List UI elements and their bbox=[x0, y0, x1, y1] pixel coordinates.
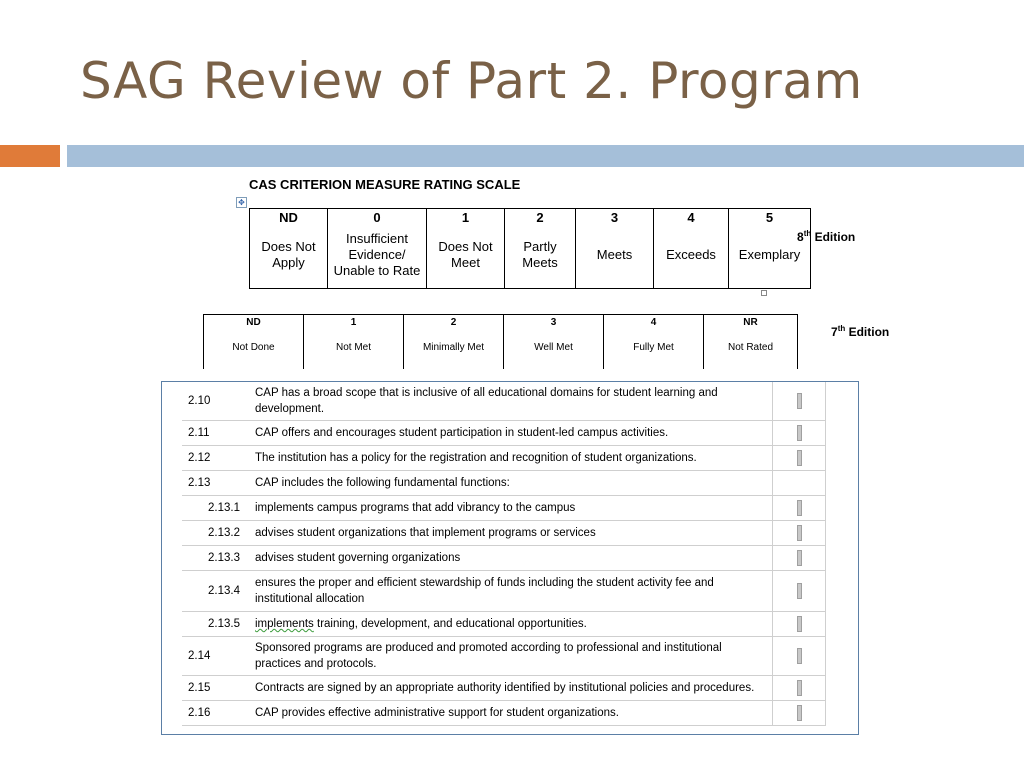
rating-input-box[interactable] bbox=[797, 525, 802, 541]
criteria-number: 2.13.5 bbox=[182, 612, 249, 637]
rating-label: Not Rated bbox=[727, 342, 774, 353]
rating-label: Partly Meets bbox=[522, 239, 558, 270]
rating-label: Does Not Apply bbox=[261, 239, 316, 270]
rating-scale-title: CAS CRITERION MEASURE RATING SCALE bbox=[249, 177, 521, 192]
table-move-handle-icon[interactable]: ✥ bbox=[236, 197, 247, 208]
criteria-text-cell bbox=[249, 701, 773, 726]
rating-scale-8th-cell bbox=[328, 209, 427, 289]
criteria-text-flagged: implements bbox=[255, 618, 314, 630]
rating-code: 2 bbox=[450, 317, 457, 328]
criteria-text-rest: training, development, and educational opportunities. bbox=[313, 618, 587, 630]
criteria-text: CAP includes the following fundamental functions: bbox=[255, 477, 510, 489]
rating-scale-8th-cell bbox=[729, 209, 811, 289]
rating-scale-7th-table bbox=[203, 314, 798, 369]
rating-code: 1 bbox=[350, 317, 357, 328]
criteria-row bbox=[182, 382, 826, 421]
rating-label: Fully Met bbox=[633, 342, 674, 353]
rating-scale-8th-cell bbox=[505, 209, 576, 289]
rating-label: Insufficient Evidence/ Unable to Rate bbox=[333, 231, 421, 278]
rating-scale-7th-cell bbox=[204, 315, 304, 370]
criteria-text: CAP offers and encourages student participation in student-led campus activities. bbox=[255, 427, 669, 439]
rating-label: Not Met bbox=[335, 342, 371, 353]
criteria-rating-cell[interactable] bbox=[773, 446, 826, 471]
rating-code: 3 bbox=[610, 210, 619, 225]
criteria-rating-cell[interactable] bbox=[773, 637, 826, 676]
edition-7th-label: 7th Edition bbox=[831, 324, 890, 339]
criteria-text: Sponsored programs are produced and promoted according to professional and institutional practices and protocols. bbox=[255, 642, 722, 670]
criteria-text: CAP has a broad scope that is inclusive of all educational domains for student learning and development. bbox=[255, 387, 718, 415]
criteria-rating-cell[interactable] bbox=[773, 382, 826, 421]
rating-code: ND bbox=[246, 317, 261, 328]
criteria-rating-cell[interactable] bbox=[773, 471, 826, 496]
criteria-number: 2.11 bbox=[182, 421, 249, 446]
criteria-row bbox=[182, 701, 826, 726]
criteria-rating-cell[interactable] bbox=[773, 496, 826, 521]
rating-input-box[interactable] bbox=[797, 680, 802, 696]
rating-scale-8th-table bbox=[249, 208, 811, 289]
criteria-number: 2.10 bbox=[182, 382, 249, 421]
rating-code: 2 bbox=[536, 210, 544, 225]
criteria-text-cell bbox=[249, 521, 773, 546]
criteria-row bbox=[182, 521, 826, 546]
criteria-number: 2.15 bbox=[182, 676, 249, 701]
rating-scale-7th-cell bbox=[604, 315, 704, 370]
criteria-number: 2.13 bbox=[182, 471, 249, 496]
rating-input-box[interactable] bbox=[797, 393, 802, 409]
rating-label: Exceeds bbox=[666, 247, 716, 262]
criteria-text: ensures the proper and efficient stewardship of funds including the student activity fee and institutional allocation bbox=[255, 577, 714, 605]
criteria-text-cell bbox=[249, 637, 773, 676]
rating-label: Does Not Meet bbox=[438, 239, 493, 270]
criteria-text: advises student organizations that implement programs or services bbox=[255, 527, 596, 539]
rating-input-box[interactable] bbox=[797, 583, 802, 599]
rating-input-box[interactable] bbox=[797, 550, 802, 566]
rating-input-box[interactable] bbox=[797, 450, 802, 466]
rating-label: Minimally Met bbox=[422, 342, 485, 353]
criteria-rating-cell[interactable] bbox=[773, 701, 826, 726]
criteria-row bbox=[182, 637, 826, 676]
accent-bar-blue bbox=[67, 145, 1024, 167]
criteria-text-cell bbox=[249, 421, 773, 446]
criteria-text-cell bbox=[249, 471, 773, 496]
criteria-row bbox=[182, 421, 826, 446]
rating-code: 4 bbox=[650, 317, 657, 328]
rating-code: 4 bbox=[687, 210, 695, 225]
rating-scale-8th-cell bbox=[654, 209, 729, 289]
rating-input-box[interactable] bbox=[797, 705, 802, 721]
criteria-number: 2.12 bbox=[182, 446, 249, 471]
rating-label: Not Done bbox=[232, 342, 275, 353]
rating-code: NR bbox=[743, 317, 758, 328]
rating-scale-7th-cell bbox=[304, 315, 404, 370]
rating-label: Meets bbox=[596, 247, 633, 262]
rating-label: Well Met bbox=[534, 342, 573, 353]
criteria-text-cell bbox=[249, 382, 773, 421]
criteria-row bbox=[182, 571, 826, 612]
rating-code: 0 bbox=[373, 210, 381, 225]
criteria-text: advises student governing organizations bbox=[255, 552, 461, 564]
rating-scale-8th-cell bbox=[576, 209, 654, 289]
rating-scale-7th-cell bbox=[404, 315, 504, 370]
rating-input-box[interactable] bbox=[797, 500, 802, 516]
criteria-number: 2.13.1 bbox=[182, 496, 249, 521]
criteria-text: implements campus programs that add vibrancy to the campus bbox=[255, 502, 576, 514]
criteria-row bbox=[182, 612, 826, 637]
criteria-text-cell bbox=[249, 496, 773, 521]
criteria-row bbox=[182, 546, 826, 571]
criteria-text-cell bbox=[249, 612, 773, 637]
criteria-text: Contracts are signed by an appropriate authority identified by institutional policies and procedures. bbox=[255, 682, 755, 694]
criteria-number: 2.13.3 bbox=[182, 546, 249, 571]
rating-input-box[interactable] bbox=[797, 425, 802, 441]
rating-code: ND bbox=[279, 210, 298, 225]
criteria-number: 2.13.2 bbox=[182, 521, 249, 546]
criteria-rating-cell[interactable] bbox=[773, 676, 826, 701]
criteria-panel bbox=[161, 381, 859, 735]
criteria-rating-cell[interactable] bbox=[773, 521, 826, 546]
criteria-text: CAP provides effective administrative support for student organizations. bbox=[255, 707, 619, 719]
rating-scale-8th-row bbox=[250, 209, 811, 289]
criteria-rating-cell[interactable] bbox=[773, 421, 826, 446]
criteria-row bbox=[182, 676, 826, 701]
rating-label: Exemplary bbox=[738, 247, 801, 262]
rating-scale-7th-cell bbox=[704, 315, 798, 370]
criteria-rating-cell[interactable] bbox=[773, 546, 826, 571]
criteria-number: 2.13.4 bbox=[182, 571, 249, 612]
criteria-text: The institution has a policy for the registration and recognition of student organizations. bbox=[255, 452, 697, 464]
criteria-text-cell bbox=[249, 546, 773, 571]
rating-code: 5 bbox=[765, 210, 774, 225]
criteria-rating-cell[interactable] bbox=[773, 612, 826, 637]
criteria-row bbox=[182, 496, 826, 521]
criteria-number: 2.16 bbox=[182, 701, 249, 726]
criteria-table bbox=[182, 382, 826, 726]
criteria-row bbox=[182, 446, 826, 471]
rating-scale-7th-row bbox=[204, 315, 798, 370]
criteria-text-cell bbox=[249, 446, 773, 471]
rating-scale-8th-cell bbox=[427, 209, 505, 289]
criteria-number: 2.14 bbox=[182, 637, 249, 676]
rating-scale-7th-cell bbox=[504, 315, 604, 370]
criteria-rating-cell[interactable] bbox=[773, 571, 826, 612]
accent-bar-orange bbox=[0, 145, 60, 167]
criteria-text-cell bbox=[249, 571, 773, 612]
criteria-row bbox=[182, 471, 826, 496]
rating-code: 3 bbox=[550, 317, 557, 328]
rating-input-box[interactable] bbox=[797, 648, 802, 664]
table-resize-handle-icon[interactable] bbox=[761, 290, 767, 296]
edition-8th-label: 8th Edition bbox=[797, 229, 856, 244]
rating-code: 1 bbox=[461, 210, 470, 225]
rating-input-box[interactable] bbox=[797, 616, 802, 632]
rating-scale-8th-cell bbox=[250, 209, 328, 289]
criteria-text-cell bbox=[249, 676, 773, 701]
slide-title: SAG Review of Part 2. Program bbox=[80, 52, 863, 110]
